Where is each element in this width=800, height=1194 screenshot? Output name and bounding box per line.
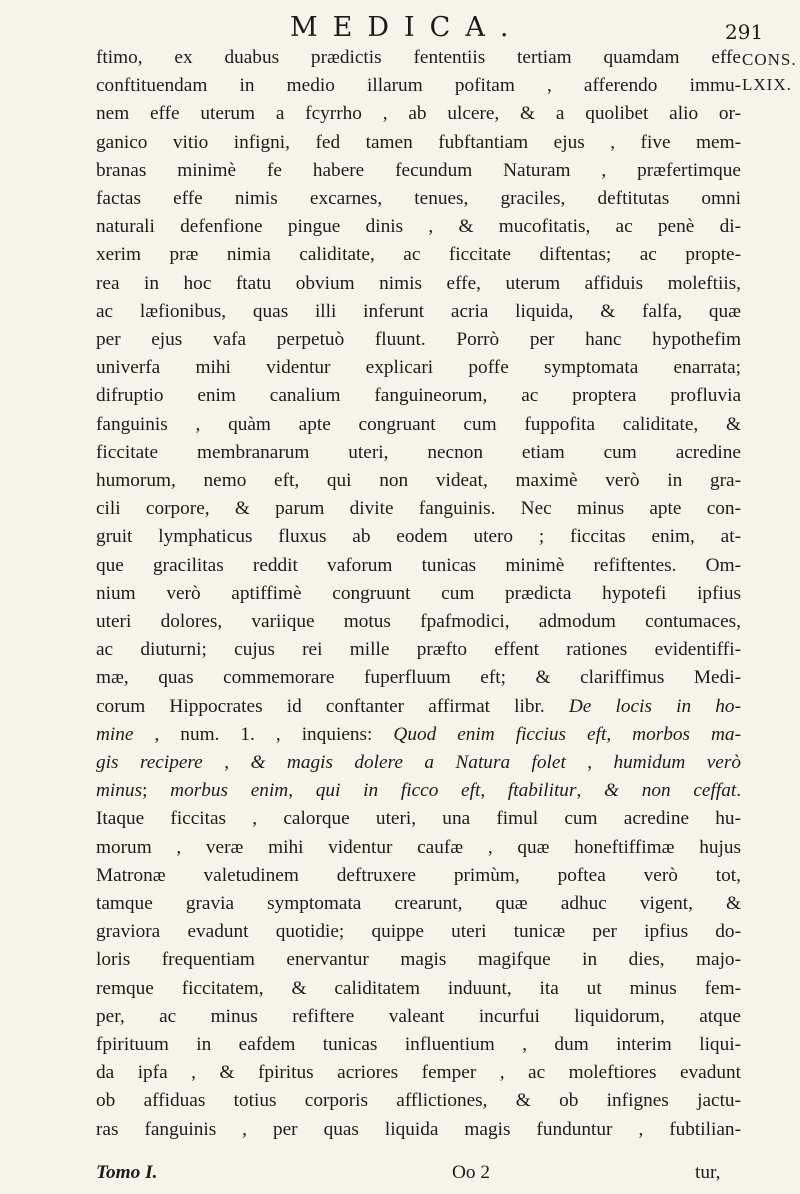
text-line: gruit lymphaticus fluxus ab eodem utero ; ficcitas enim, at- [96, 526, 741, 548]
text-line: morum , veræ mihi videntur caufæ , quæ honeftiffimæ hujus [96, 836, 741, 858]
signature-mark: Oo 2 [452, 1162, 491, 1183]
text-line: tamque gravia symptomata crearunt, quæ adhuc vigent, & [96, 893, 741, 914]
margin-note-number: LXIX. [742, 75, 792, 94]
text-line: difruptio enim canalium fanguineorum, ac proptera profluvia [96, 385, 741, 407]
text-line: uteri dolores, variique motus fpafmodici, admodum contumaces, [96, 611, 741, 632]
text-line: que gracilitas reddit vaforum tunicas minimè refiftentes. Om- [96, 554, 741, 576]
page-footer [0, 1162, 800, 1190]
text-line: remque ficcitatem, & caliditatem induunt, ita ut minus fem- [96, 977, 741, 999]
text-line: humorum, nemo eft, qui non videat, maximè verò in gra- [96, 470, 741, 491]
text-line: ac læfionibus, quas illi inferunt acria liquida, & falfa, quæ [96, 300, 741, 322]
text-line: fanguinis , quàm apte congruant cum fuppofita caliditate, & [96, 413, 741, 435]
text-line: nem effe uterum a fcyrrho , ab ulcere, & a quolibet alio or- [96, 103, 741, 125]
text-line: da ipfa , & fpiritus acriores femper , ac moleftiores evadunt [96, 1062, 741, 1084]
text-line: per, ac minus refiftere valeant incurfui liquidorum, atque [96, 1005, 741, 1027]
catchword: tur, [695, 1162, 721, 1183]
running-title: MEDICA. [290, 12, 524, 43]
text-line: factas effe nimis excarnes, tenues, graciles, deftitutas omni [96, 188, 741, 209]
text-line: rea in hoc ftatu obvium nimis effe, uterum affiduis moleftiis, [96, 272, 741, 294]
text-line: mine , num. 1. , inquiens: Quod enim ficcius eft, morbos ma- [96, 723, 741, 745]
margin-note-cons: CONS. [742, 50, 797, 69]
text-line: per ejus vafa perpetuò fluunt. Porrò per hanc hypothefim [96, 329, 741, 350]
text-line: Itaque ficcitas , calorque uteri, una fimul cum acredine hu- [96, 808, 741, 830]
text-line: loris frequentiam enervantur magis magifque in dies, majo- [96, 949, 741, 971]
text-line: fpirituum in eafdem tunicas influentium , dum interim liqui- [96, 1034, 741, 1055]
text-line: ficcitate membranarum uteri, necnon etiam cum acredine [96, 441, 741, 463]
text-line: cili corpore, & parum divite fanguinis. Nec minus apte con- [96, 498, 741, 520]
text-line: xerim præ nimia caliditate, ac ficcitate diftentas; ac propte- [96, 244, 741, 266]
text-line: branas minimè fe habere fecundum Naturam , præfertimque [96, 159, 741, 181]
text-line: ac diuturni; cujus rei mille præfto effent rationes evidentiffi- [96, 639, 741, 661]
text-line: ganico vitio infigni, fed tamen fubftantiam ejus , five mem- [96, 131, 741, 153]
text-line: mæ, quas commemorare fuperfluum eft; & clariffimus Medi- [96, 667, 741, 689]
page-number: 291 [725, 20, 764, 44]
text-line: minus; morbus enim, qui in ficco eft, ftabilitur, & non ceffat. [96, 780, 742, 802]
text-line: ras fanguinis , per quas liquida magis funduntur , fubtilian- [96, 1118, 741, 1140]
volume-label: Tomo I. [96, 1162, 158, 1183]
text-line: nium verò aptiffimè congruunt cum prædicta hypotefi ipfius [96, 582, 741, 604]
text-line: ob affiduas totius corporis afflictiones, & ob infignes jactu- [96, 1090, 741, 1112]
text-line: gis recipere , & magis dolere a Natura folet , humidum verò [96, 752, 741, 773]
text-line: conftituendam in medio illarum pofitam , afferendo immu- [96, 75, 741, 97]
text-line: graviora evadunt quotidie; quippe uteri tunicæ per ipfius do- [96, 921, 741, 943]
text-line: corum Hippocrates id conftanter affirmat libr. De locis in ho- [96, 695, 741, 717]
text-line: Matronæ valetudinem deftruxere primùm, poftea verò tot, [96, 864, 741, 886]
text-line: ftimo, ex duabus prædictis fententiis tertiam quamdam effe [96, 47, 741, 68]
text-line: naturali defenfione pingue dinis , & mucofitatis, ac penè di- [96, 216, 741, 238]
text-line: univerfa mihi videntur explicari poffe symptomata enarrata; [96, 357, 741, 379]
